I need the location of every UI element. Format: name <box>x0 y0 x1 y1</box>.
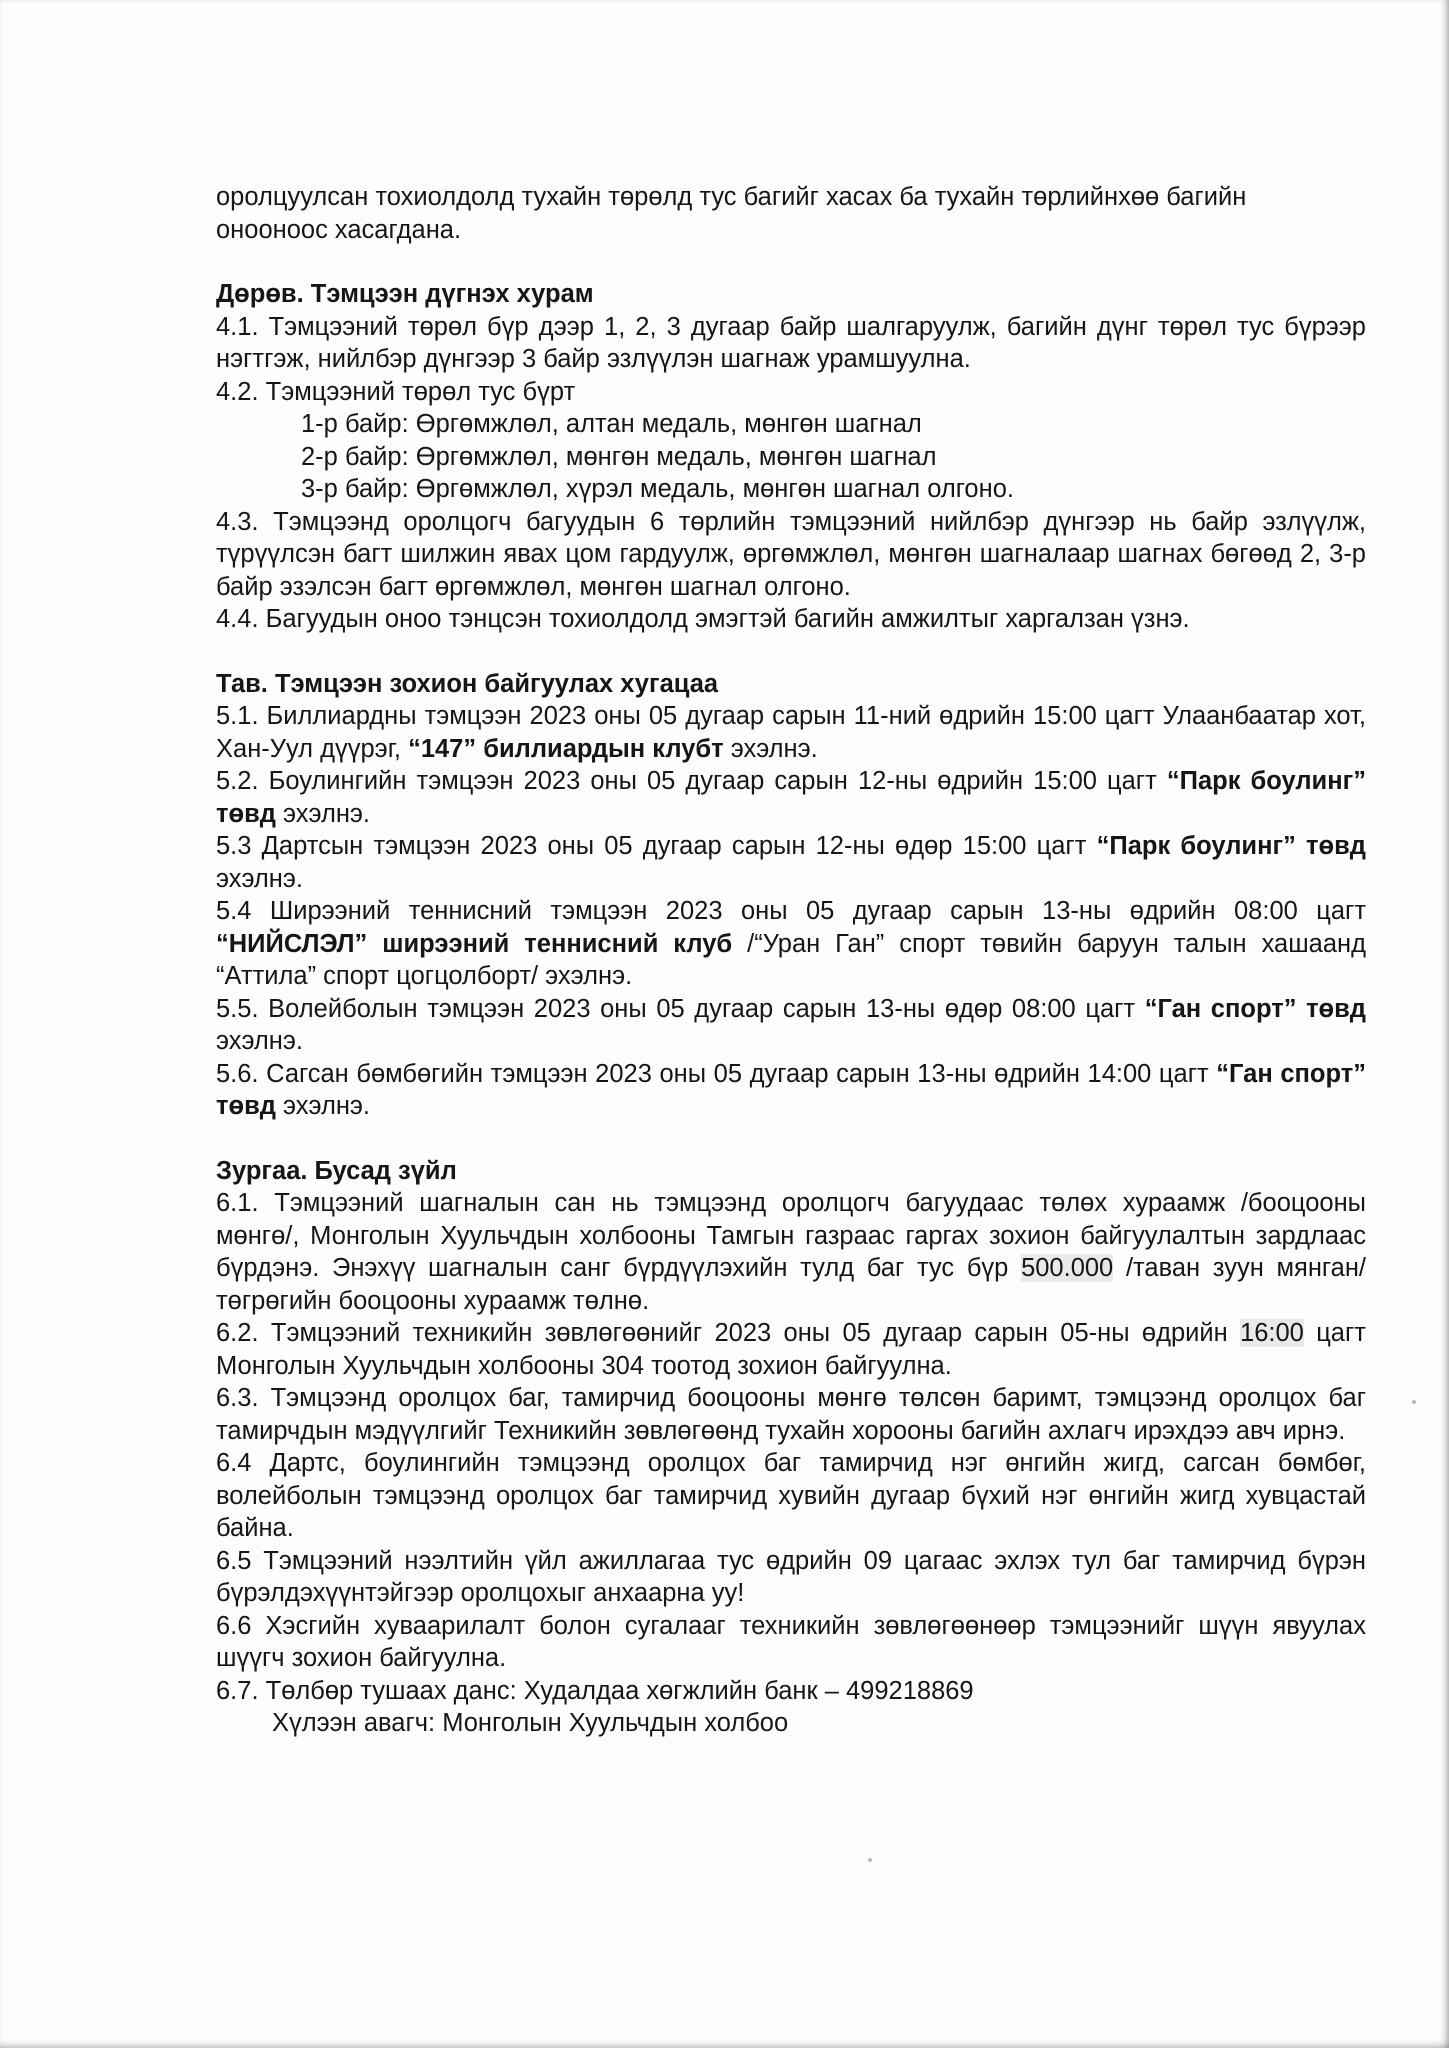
clause-5-4-text: 5.4 Ширээний теннисний тэмцээн 2023 оны 05 дугаар сарын 13-ны өдрийн 08:00 цагт <box>216 897 1366 925</box>
clause-5-1 <box>216 700 1366 765</box>
clause-4-4: 4.4. Багуудын оноо тэнцсэн тохиолдолд эмэгтэй багийн амжилтыг харгалзан үзнэ. <box>216 605 1190 633</box>
fee-amount: 500.000 <box>1021 1254 1114 1282</box>
clause-4-1: 4.1. Тэмцээний төрөл бүр дээр 1, 2, 3 дугаар байр шалгаруулж, багийн дүнг төрөл тус бүрээр нэгтгэж, нийлбэр дүнгээр 3 байр эзлүүлэн шагнаж урамшуулна. <box>216 312 1366 373</box>
clause-5-6-text: 5.6. Сагсан бөмбөгийн тэмцээн 2023 оны 05 дугаар сарын 13-ны өдрийн 14:00 цагт <box>216 1059 1209 1088</box>
clause-6-4: 6.4 Дартс, боулингийн тэмцээнд оролцох баг тамирчид нэг өнгийн жигд, сагсан бөмбөг, волейболын тэмцээнд оролцох баг тамирчид хувийн дугаар бүхий нэг өнгийн жигд хувцастай байна. <box>216 1449 1366 1542</box>
clause-6-6: 6.6 Хэсгийн хуваарилалт болон сугалааг техникийн зөвлөгөөнөөр тэмцээнийг шүүн явуулах шүүгч зохион байгуулна. <box>216 1611 1366 1672</box>
clause-5-5-end: эхэлнэ. <box>216 1027 303 1055</box>
clause-5-3-text: 5.3 Дартсын тэмцээн 2023 оны 05 дугаар сарын 12-ны өдөр 15:00 цагт <box>216 832 1087 860</box>
section-5-heading: Тав. Тэмцээн зохион байгуулах хугацаа <box>216 669 719 698</box>
clause-5-6 <box>216 1058 1366 1123</box>
clause-5-5-venue: “Ган спорт” төвд <box>1144 994 1366 1023</box>
clause-5-3-venue: “Парк боулинг” төвд <box>1096 832 1366 860</box>
clause-5-2 <box>216 765 1366 830</box>
clause-4-2: 4.2. Тэмцээний төрөл тус бүрт <box>216 377 576 406</box>
intro-line-1: оролцуулсан тохиолдолд тухайн төрөлд тус багийг хасах ба тухайн төрлийнхөө багийн <box>216 183 1247 211</box>
clause-6-2 <box>216 1317 1366 1382</box>
scan-speck <box>868 1858 872 1862</box>
payment-receiver: Хүлээн авагч: Монголын Хуульчдын холбоо <box>272 1709 789 1737</box>
clause-5-2-venue: “Парк боулинг” төвд <box>216 767 1367 828</box>
clause-5-5-text: 5.5. Волейболын тэмцээн 2023 оны 05 дугаар сарын 13-ны өдөр 08:00 цагт <box>216 994 1145 1023</box>
clause-6-1 <box>216 1187 1366 1317</box>
clause-6-2-end: цагт Монголын Хуульчдын холбооны 304 тоотод зохион байгуулна. <box>216 1319 1366 1380</box>
clause-5-4-end: /“Уран Ган” спорт төвийн баруун талын хашаанд “Аттила” спорт цогцолборт/ эхэлнэ. <box>216 929 1366 990</box>
clause-5-2-end: эхэлнэ. <box>283 799 371 828</box>
clause-6-2-text: 6.2. Тэмцээний техникийн зөвлөгөөнийг 2023 оны 05 дугаар сарын 05-ны өдрийн <box>216 1319 1228 1347</box>
clause-5-2-text: 5.2. Боулингийн тэмцээн 2023 оны 05 дугаар сарын 12-ны өдрийн 15:00 цагт <box>216 767 1157 795</box>
clause-6-1-end: /таван зуун мянган/ төгрөгийн бооцооны хураамж төлнө. <box>216 1254 1366 1315</box>
clause-5-1-venue: “147” биллиардын клубт <box>408 734 724 763</box>
clause-6-3: 6.3. Тэмцээнд оролцох баг, тамирчид бооцооны мөнгө төлсөн баримт, тэмцээнд оролцох баг тамирчдын мэдүүлгийг Техникийн зөвлөгөөнд тухайн хорооны багийн ахлагч ирэхдээ авч ирнэ. <box>216 1384 1366 1445</box>
meeting-time: 16:00 <box>1240 1319 1304 1347</box>
place-2: 2-р байр: Өргөмжлөл, мөнгөн медаль, мөнгөн шагнал <box>301 442 937 471</box>
intro-line-2: онооноос хасагдана. <box>216 215 462 244</box>
clause-5-1-end: эхэлнэ. <box>730 734 818 763</box>
clause-4-3: 4.3. Тэмцээнд оролцогч багуудын 6 төрлийн тэмцээний нийлбэр дүнгээр нь байр эзлүүлж, түрүүлсэн багт шилжин явах цом гардуулж, өргөмжлөл, мөнгөн шагналаар шагнах бөгөөд 2, 3-р байр эзэлсэн багт өргөмжлөл, мөнгөн шагнал олгоно. <box>216 507 1366 601</box>
document-body <box>216 181 1366 1740</box>
clause-6-1-text: 6.1. Тэмцээний шагналын сан нь тэмцээнд оролцогч багуудаас төлөх хураамж /бооцооны мөнгө/, Монголын Хуульчдын холбооны Тамгын газраас гаргах зохион байгуулалтын зардлаас бүрдэнэ. Энэхүү шагналын санг бүрдүүлэхийн тулд баг тус бүр <box>216 1189 1366 1282</box>
section-4-heading: Дөрөв. Тэмцээн дүгнэх хурам <box>216 280 594 308</box>
section-6-heading: Зургаа. Бусад зүйл <box>216 1156 457 1185</box>
clause-5-5 <box>216 993 1366 1058</box>
place-1: 1-р байр: Өргөмжлөл, алтан медаль, мөнгөн шагнал <box>301 410 922 438</box>
clause-5-3 <box>216 830 1366 895</box>
clause-5-6-end: эхэлнэ. <box>283 1092 371 1120</box>
clause-5-3-end: эхэлнэ. <box>216 864 303 893</box>
place-3: 3-р байр: Өргөмжлөл, хүрэл медаль, мөнгөн шагнал олгоно. <box>301 475 1014 503</box>
intro-paragraph <box>216 181 1366 246</box>
clause-5-4 <box>216 895 1366 993</box>
scan-speck <box>1412 1400 1416 1404</box>
clause-5-4-venue: “НИЙСЛЭЛ” ширээний теннисний клуб <box>216 929 733 958</box>
clause-6-5: 6.5 Тэмцээний нээлтийн үйл ажиллагаа тус өдрийн 09 цагаас эхлэх тул баг тамирчид бүрэн бүрэлдэхүүнтэйгээр оролцохыг анхаарна уу! <box>216 1546 1366 1607</box>
clause-5-6-venue: “Ган спорт” төвд <box>216 1059 1366 1120</box>
clause-6-7: 6.7. Төлбөр тушаах данс: Худалдаа хөгжлийн банк – 499218869 <box>216 1676 974 1705</box>
clause-5-1-text: 5.1. Биллиардны тэмцээн 2023 оны 05 дугаар сарын 11-ний өдрийн 15:00 цагт Улаанбаатар хот, Хан-Уул дүүрэг, <box>216 702 1366 763</box>
